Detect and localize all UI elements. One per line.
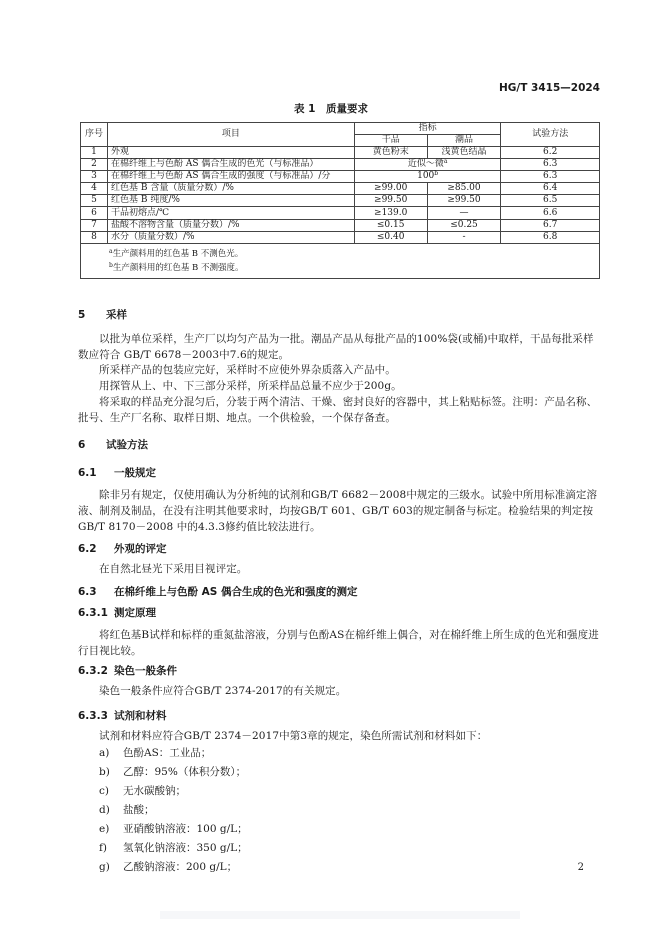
section-5-paragraph-4: 将采取的样品充分混匀后，分装于两个清洁、干燥、密封良好的容器中，其上粘贴标签。注明：产品名称、批号、生产厂名称、取样日期、地点。一个供检验，一个保存备查。 [78, 396, 598, 424]
row-item: 干品初熔点/℃ [107, 207, 354, 219]
section-5-paragraph-1: 以批为单位采样，生产厂以均匀产品为一批。潮品产品从每批产品的100%袋(或桶)中取样，干品每批采样数应符合 GB/T 6678－2003中7.6的规定。 [78, 333, 594, 361]
header-index: 指标 [354, 123, 501, 135]
section-5-heading: 5 采样 [78, 309, 127, 321]
row-item: 在棉纤维上与色酚 AS 偶合生成的强度（与标准品）/分 [107, 171, 354, 183]
row-no: 1 [81, 147, 108, 159]
list-item: f) 氢氧化钠溶液：350 g/L； [99, 842, 248, 854]
row-wet: ≥99.50 [427, 195, 501, 207]
section-6-3-heading: 6.3 在棉纤维上与色酚 AS 偶合生成的色光和强度的测定 [78, 586, 358, 598]
list-item: a) 色酚AS：工业品； [99, 747, 212, 759]
section-6-3-2-paragraph: 染色一般条件应符合GB/T 2374-2017的有关规定。 [99, 685, 347, 697]
row-no: 7 [81, 219, 108, 231]
row-item: 外观 [107, 147, 354, 159]
row-method: 6.7 [501, 219, 600, 231]
section-6-3-3-paragraph: 试剂和材料应符合GB/T 2374－2017中第3章的规定，染色所需试剂和材料如下： [99, 730, 488, 742]
table-note: $^b$生产颜料用的红色基 B 不测强度。 [109, 261, 244, 273]
section-6-2-heading: 6.2 外观的评定 [78, 543, 167, 555]
table-notes [81, 243, 600, 278]
list-item: g) 乙酸钠溶液：200 g/L； [99, 861, 238, 873]
row-method: 6.2 [501, 147, 600, 159]
row-method: 6.6 [501, 207, 600, 219]
row-no: 4 [81, 183, 108, 195]
row-dry: ≥99.50 [354, 195, 427, 207]
row-wet: - [427, 231, 501, 243]
row-no: 5 [81, 195, 108, 207]
table-row [81, 147, 600, 159]
section-6-3-1-paragraph: 将红色基B试样和标样的重氮盐溶液，分别与色酚AS在棉纤维上偶合，对在棉纤维上所生成的色光和强度进行目视比较。 [78, 629, 599, 657]
row-wet: 浅黄色结晶 [427, 147, 501, 159]
row-merged-value: 100$^b$ [354, 171, 501, 183]
list-item: b) 乙醇：95%（体积分数）； [99, 766, 247, 778]
row-no: 2 [81, 159, 108, 171]
section-5-paragraph-3: 用探管从上、中、下三部分采样，所采样品总量不应少于200g。 [99, 380, 402, 392]
section-6-1-heading: 6.1 一般规定 [78, 467, 156, 479]
table-row [81, 195, 600, 207]
row-wet: — [427, 207, 501, 219]
table-row [81, 171, 600, 183]
section-6-3-2-heading: 6.3.2 染色一般条件 [78, 665, 177, 677]
header-item: 项目 [107, 123, 354, 147]
section-6-3-1-heading: 6.3.1 测定原理 [78, 607, 156, 619]
row-dry: ≤0.15 [354, 219, 427, 231]
section-6-3-3-heading: 6.3.3 试剂和材料 [78, 710, 167, 722]
table-row [81, 231, 600, 243]
row-item: 红色基 B 含量（质量分数）/% [107, 183, 354, 195]
row-method: 6.3 [501, 159, 600, 171]
row-item: 水分（质量分数）/% [107, 231, 354, 243]
row-method: 6.5 [501, 195, 600, 207]
table-caption: 表 1 质量要求 [294, 103, 368, 115]
list-item: d) 盐酸； [99, 804, 155, 816]
page-number: 2 [577, 862, 584, 873]
row-dry: ≤0.40 [354, 231, 427, 243]
section-5-paragraph-2: 所采样产品的包装应完好，采样时不应使外界杂质落入产品中。 [99, 364, 396, 376]
row-no: 8 [81, 231, 108, 243]
row-no: 3 [81, 171, 108, 183]
standard-code: HG/T 3415—2024 [498, 82, 600, 94]
quality-requirements-table [80, 122, 600, 279]
row-wet: ≥85.00 [427, 183, 501, 195]
row-merged-value: 近似～微$^a$ [354, 159, 501, 171]
row-method: 6.3 [501, 171, 600, 183]
table-row [81, 219, 600, 231]
table-row [81, 183, 600, 195]
header-no: 序号 [81, 123, 108, 147]
header-method: 试验方法 [501, 123, 600, 147]
header-dry: 干品 [354, 135, 427, 147]
watermark [160, 906, 520, 924]
row-wet: ≤0.25 [427, 219, 501, 231]
reagents-list [99, 745, 248, 878]
row-dry: 黄色粉末 [354, 147, 427, 159]
section-6-heading: 6 试验方法 [78, 439, 148, 451]
table-note: $^a$生产颜料用的红色基 B 不测色光。 [109, 247, 244, 259]
row-no: 6 [81, 207, 108, 219]
row-method: 6.4 [501, 183, 600, 195]
section-6-2-paragraph: 在自然北昼光下采用目视评定。 [99, 563, 248, 575]
row-dry: ≥99.00 [354, 183, 427, 195]
list-item: e) 亚硝酸钠溶液：100 g/L； [99, 823, 248, 835]
row-dry: ≥139.0 [354, 207, 427, 219]
row-method: 6.8 [501, 231, 600, 243]
row-item: 在棉纤维上与色酚 AS 偶合生成的色光（与标准品） [107, 159, 354, 171]
row-item: 红色基 B 纯度/% [107, 195, 354, 207]
table-row [81, 207, 600, 219]
list-item: c) 无水碳酸钠； [99, 785, 186, 797]
row-item: 盐酸不溶物含量（质量分数）/% [107, 219, 354, 231]
table-row [81, 159, 600, 171]
section-6-1-paragraph: 除非另有规定，仅使用确认为分析纯的试剂和GB/T 6682－2008中规定的三级水。试验中所用标准滴定溶液、制剂及制品，在没有注明其他要求时，均按GB/T 601、GB/T 603的规定制备与标定。检验结果的判定按GB/T 8170－2008 中的4.3.3修约值比较法进行。 [78, 489, 598, 533]
header-wet: 潮品 [427, 135, 501, 147]
